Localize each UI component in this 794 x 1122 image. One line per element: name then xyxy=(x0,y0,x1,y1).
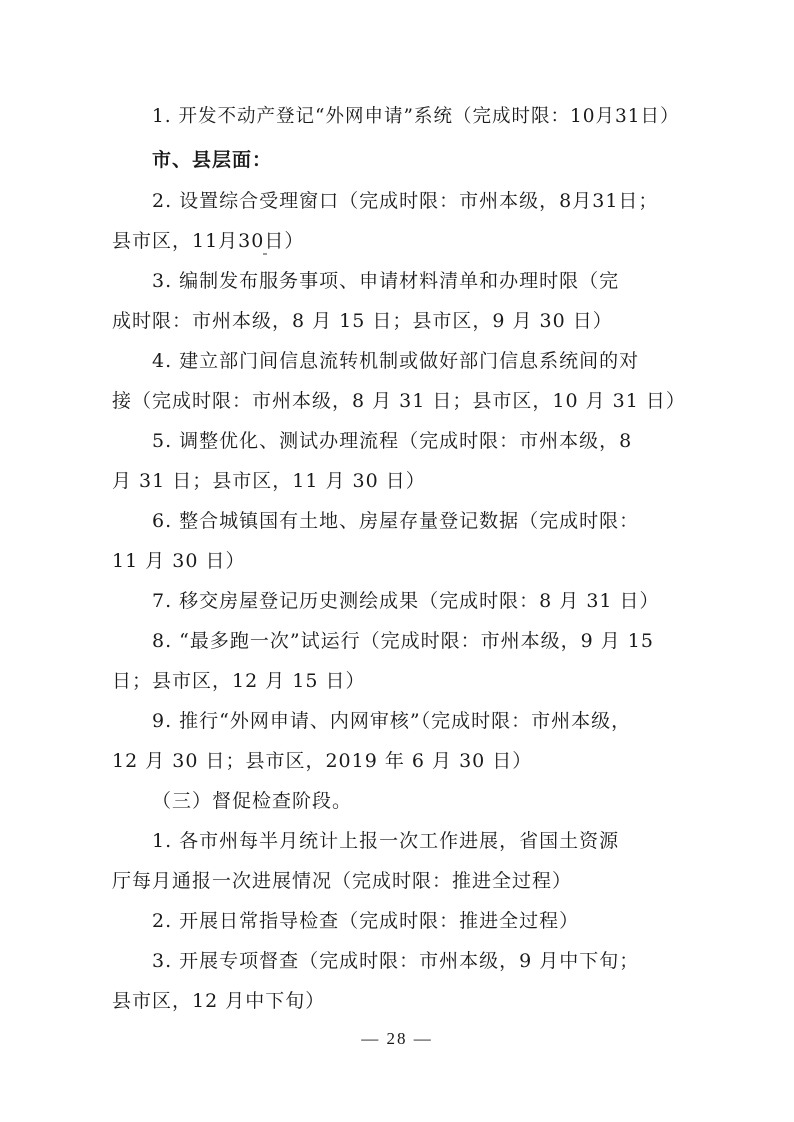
item-6-line-1: 6. 整合城镇国有土地、房屋存量登记数据（完成时限： xyxy=(152,510,640,532)
item-5-line-1: 5. 调整优化、测试办理流程（完成时限：市州本级，8 xyxy=(152,430,633,452)
supervision-item-1-line-1: 1. 各市州每半月统计上报一次工作进展，省国土资源 xyxy=(152,830,620,852)
supervision-item-1-line-2: 厅每月通报一次进展情况（完成时限：推进全过程） xyxy=(112,870,573,892)
item-8-line-1: 8. “最多跑一次”试运行（完成时限：市州本级，9 月 15 xyxy=(152,630,654,652)
item-9-line-2: 12 月 30 日；县市区，2019 年 6 月 30 日） xyxy=(112,750,533,772)
section-heading-supervision: （三）督促检查阶段。 xyxy=(152,790,353,812)
scan-speck xyxy=(263,253,267,255)
item-3-line-1: 3. 编制发布服务事项、申请材料清单和办理时限（完 xyxy=(152,270,620,292)
item-2-line-2: 县市区，11月30日） xyxy=(112,230,305,252)
item-1-line: 1. 开发不动产登记“外网申请”系统（完成时限：10月31日） xyxy=(152,106,680,127)
item-7-line: 7. 移交房屋登记历史测绘成果（完成时限：8 月 31 日） xyxy=(152,590,660,612)
supervision-item-2-line: 2. 开展日常指导检查（完成时限：推进全过程） xyxy=(152,910,580,932)
page-number: — 28 — xyxy=(361,1029,433,1048)
item-5-line-2: 月 31 日；县市区，11 月 30 日） xyxy=(112,470,426,492)
supervision-item-3-line-1: 3. 开展专项督查（完成时限：市州本级，9 月中下旬； xyxy=(152,950,640,972)
section-heading-city-county: 市、县层面： xyxy=(152,149,273,171)
supervision-item-3-line-2: 县市区，12 月中下旬） xyxy=(112,990,326,1012)
item-3-line-2: 成时限：市州本级，8 月 15 日；县市区，9 月 30 日） xyxy=(112,310,613,332)
item-2-line-1: 2. 设置综合受理窗口（完成时限：市州本级，8月31日； xyxy=(152,190,659,212)
item-4-line-2: 接（完成时限：市州本级，8 月 31 日；县市区，10 月 31 日） xyxy=(112,390,686,412)
item-6-line-2: 11 月 30 日） xyxy=(112,550,246,572)
item-8-line-2: 日；县市区，12 月 15 日） xyxy=(112,670,366,692)
item-9-line-1: 9. 推行“外网申请、内网审核”（完成时限：市州本级， xyxy=(152,710,632,732)
item-4-line-1: 4. 建立部门间信息流转机制或做好部门信息系统间的对 xyxy=(152,350,640,372)
